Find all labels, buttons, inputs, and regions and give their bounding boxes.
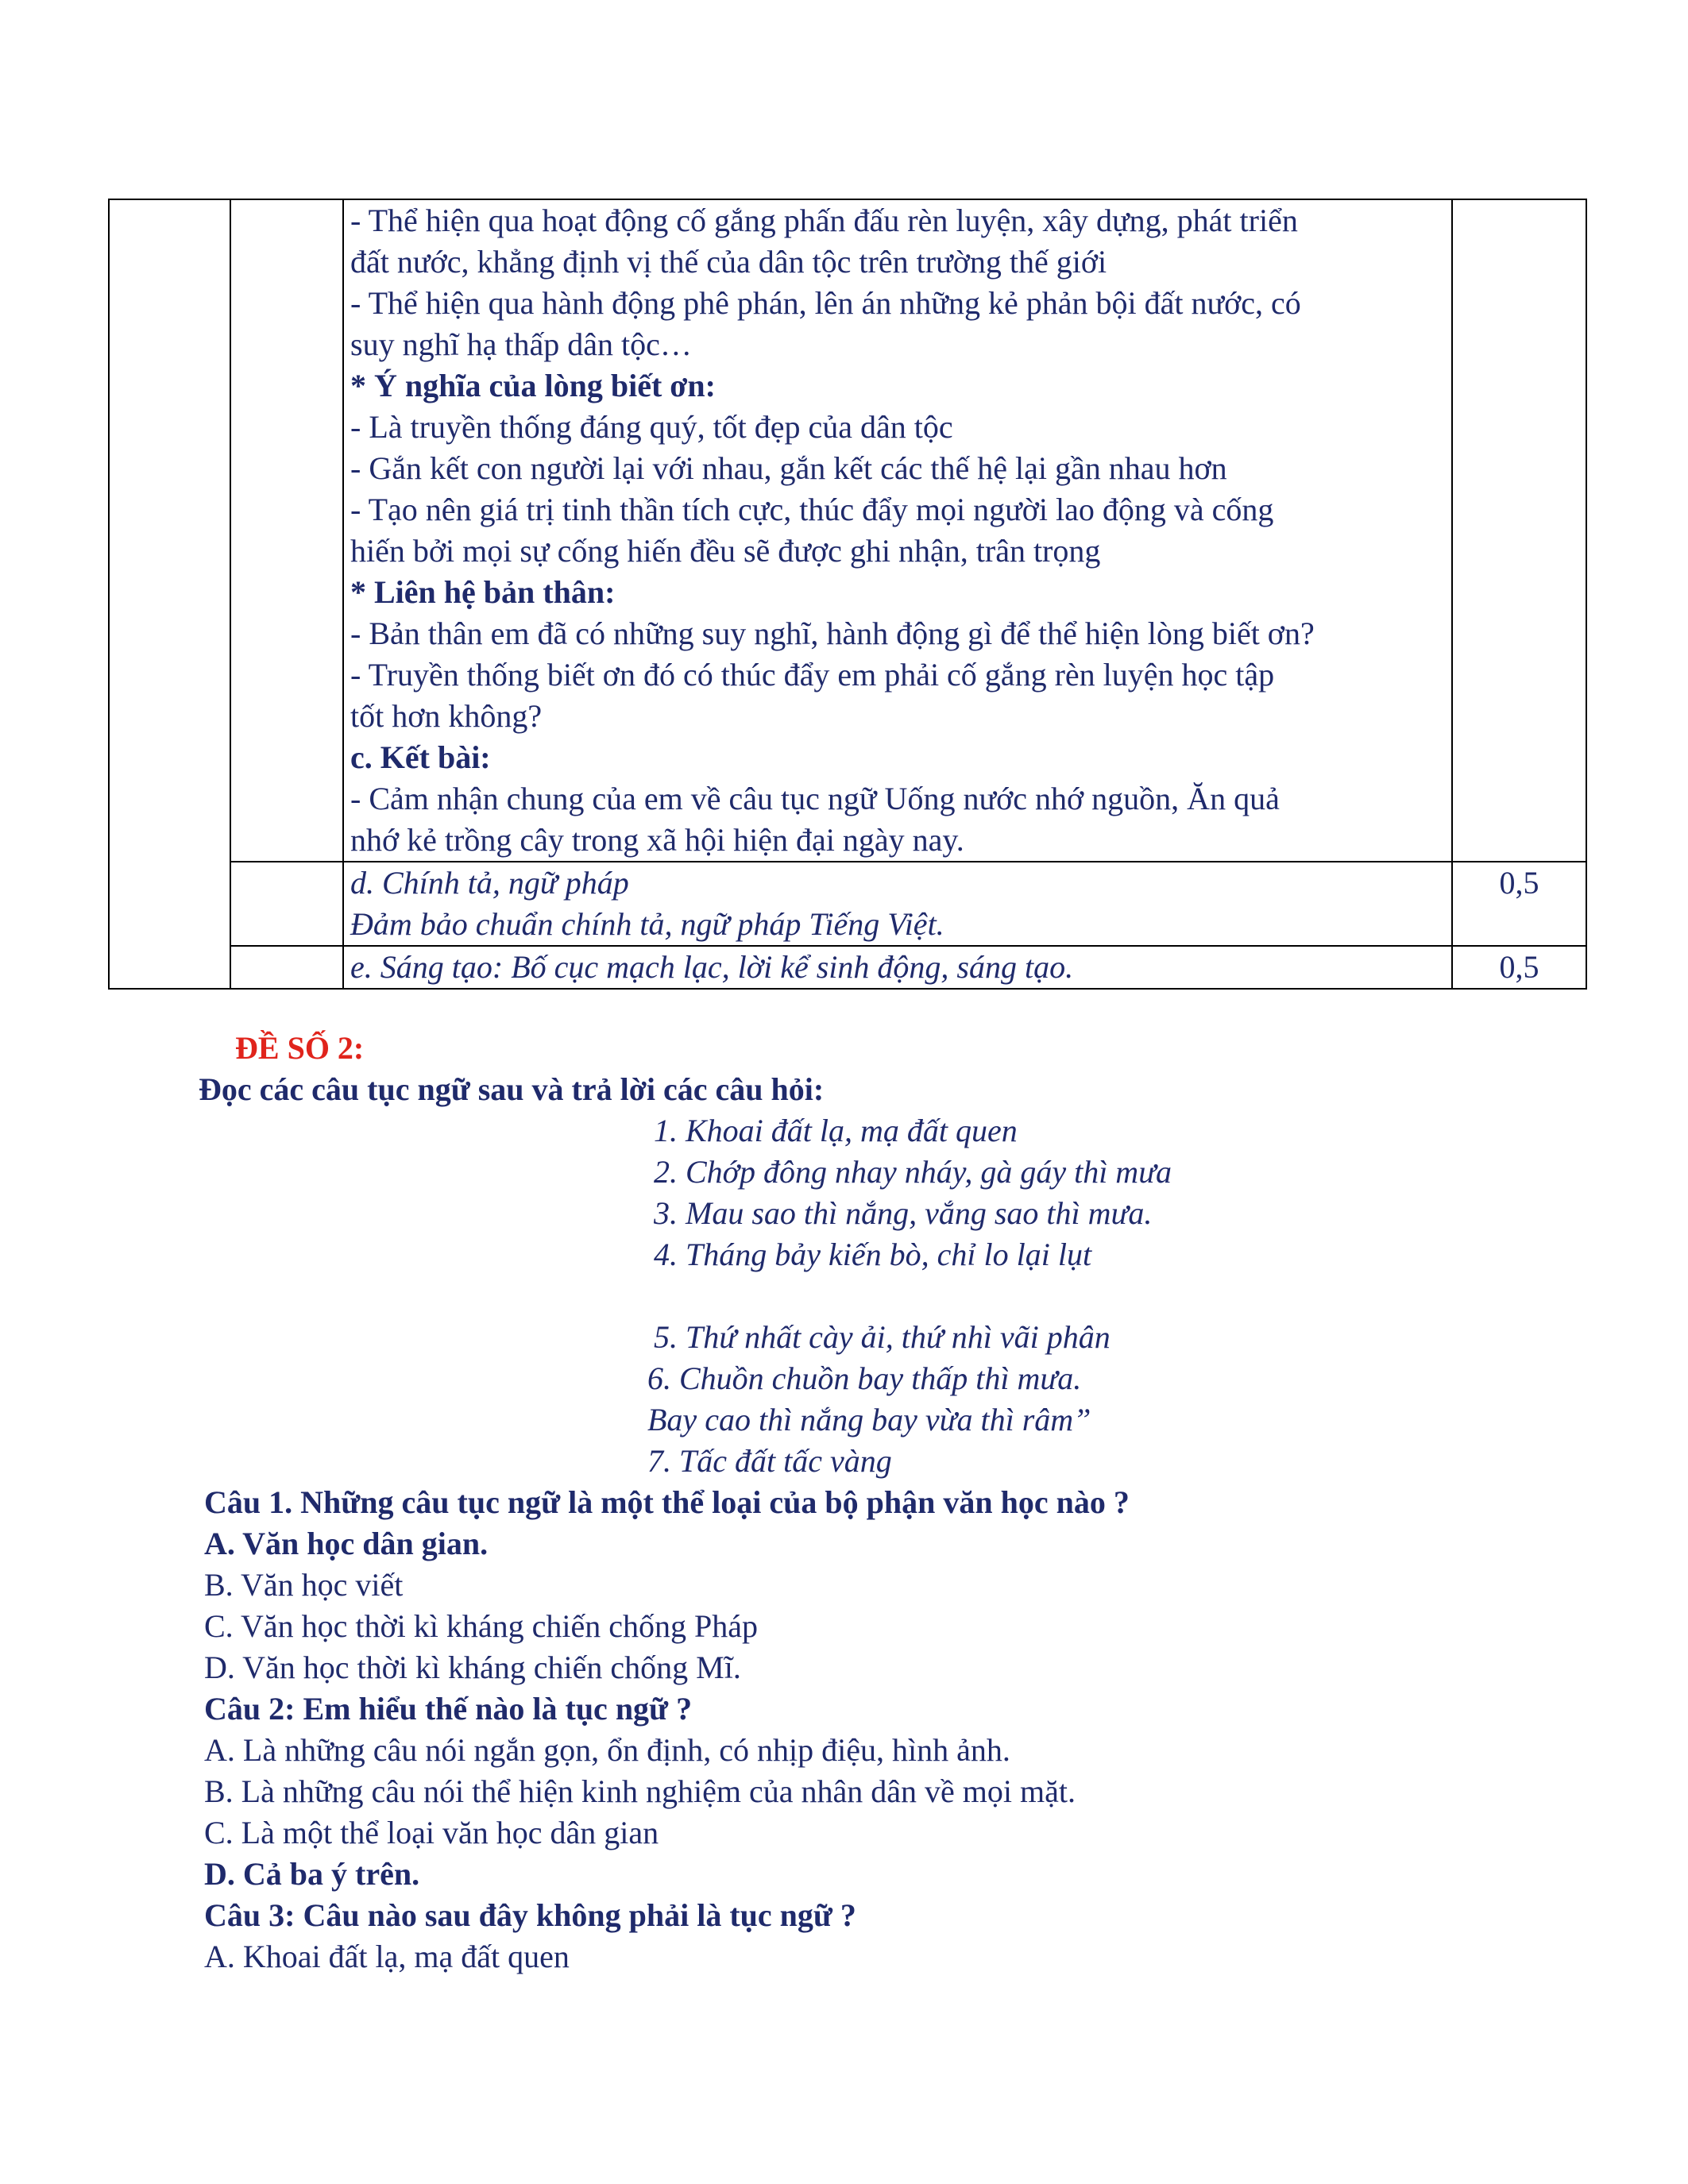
content-line: - Thể hiện qua hoạt động cố gắng phấn đấu rèn luyện, xây dựng, phát triển <box>350 203 1298 238</box>
table-row-e <box>109 946 1586 989</box>
question-2: Câu 2: Em hiểu thế nào là tục ngữ ? <box>204 1691 693 1727</box>
content-line: nhớ kẻ trồng cây trong xã hội hiện đại ngày nay. <box>350 822 964 858</box>
proverb-item: 5. Thứ nhất cày ải, thứ nhì vãi phân <box>654 1319 1111 1355</box>
proverb-item: 7. Tấc đất tấc vàng <box>647 1443 892 1479</box>
proverb-item: Bay cao thì nắng bay vừa thì râm” <box>647 1402 1091 1437</box>
table-cell-empty-2 <box>230 199 343 862</box>
proverb-item: 6. Chuồn chuồn bay thấp thì mưa. <box>647 1360 1082 1396</box>
table-row-main <box>109 199 1586 862</box>
table-cell-empty-3 <box>230 862 343 946</box>
content-line: - Là truyền thống đáng quý, tốt đẹp của dân tộc <box>350 409 953 445</box>
table-cell-empty-4 <box>230 946 343 989</box>
q3-answer-a: A. Khoai đất lạ, mạ đất quen <box>204 1939 570 1974</box>
q2-answer-a: A. Là những câu nói ngắn gọn, ổn định, có nhịp điệu, hình ảnh. <box>204 1732 1010 1768</box>
question-1: Câu 1. Những câu tục ngữ là một thể loại của bộ phận văn học nào ? <box>204 1484 1130 1520</box>
score-e: 0,5 <box>1452 946 1586 989</box>
question-3: Câu 3: Câu nào sau đây không phải là tục ngữ ? <box>204 1897 856 1933</box>
content-heading: c. Kết bài: <box>350 739 491 775</box>
content-line: hiến bởi mọi sự cống hiến đều sẽ được ghi nhận, trân trọng <box>350 533 1101 569</box>
criteria-e: e. Sáng tạo: Bố cục mạch lạc, lời kể sinh động, sáng tạo. <box>343 946 1452 989</box>
section-instruction: Đọc các câu tục ngữ sau và trả lời các câu hỏi: <box>199 1071 825 1107</box>
table-cell-empty-1 <box>109 199 230 989</box>
q1-answer-b: B. Văn học viết <box>204 1567 404 1603</box>
q2-answer-b: B. Là những câu nói thể hiện kinh nghiệm của nhân dân về mọi mặt. <box>204 1773 1076 1809</box>
score-d: 0,5 <box>1452 862 1586 946</box>
table-cell-content <box>343 199 1452 862</box>
proverb-item: 2. Chớp đông nhay nháy, gà gáy thì mưa <box>654 1154 1172 1190</box>
criteria-d-title: d. Chính tả, ngữ pháp <box>350 865 629 901</box>
content-line: suy nghĩ hạ thấp dân tộc… <box>350 326 692 362</box>
content-heading: * Ý nghĩa của lòng biết ơn: <box>350 368 716 403</box>
table-cell-score-empty <box>1452 199 1586 862</box>
content-heading: * Liên hệ bản thân: <box>350 574 616 610</box>
content-line: - Thể hiện qua hành động phê phán, lên án những kẻ phản bội đất nước, có <box>350 285 1301 321</box>
q1-answer-a: A. Văn học dân gian. <box>204 1526 489 1561</box>
proverb-item: 3. Mau sao thì nắng, vắng sao thì mưa. <box>654 1195 1153 1231</box>
grading-table <box>108 199 1587 990</box>
content-line: đất nước, khẳng định vị thế của dân tộc trên trường thế giới <box>350 244 1107 280</box>
q2-answer-d: D. Cả ba ý trên. <box>204 1856 420 1892</box>
q1-answer-d: D. Văn học thời kì kháng chiến chống Mĩ. <box>204 1650 741 1685</box>
content-line: - Gắn kết con người lại với nhau, gắn kết các thế hệ lại gần nhau hơn <box>350 450 1227 486</box>
q1-answer-c: C. Văn học thời kì kháng chiến chống Pháp <box>204 1608 758 1644</box>
content-line: tốt hơn không? <box>350 698 543 734</box>
table-cell-criteria-d <box>343 862 1452 946</box>
content-line: - Cảm nhận chung của em về câu tục ngữ Uống nước nhớ nguồn, Ăn quả <box>350 781 1280 816</box>
section-title: ĐỀ SỐ 2: <box>235 1030 365 1066</box>
content-line: - Truyền thống biết ơn đó có thúc đẩy em phải cố gắng rèn luyện học tập <box>350 657 1275 693</box>
proverb-item: 4. Tháng bảy kiến bò, chỉ lo lại lụt <box>654 1237 1092 1272</box>
criteria-d-desc: Đảm bảo chuẩn chính tả, ngữ pháp Tiếng Việt. <box>350 906 944 942</box>
content-line: - Tạo nên giá trị tinh thần tích cực, thúc đẩy mọi người lao động và cống <box>350 492 1274 527</box>
table-row-d <box>109 862 1586 946</box>
proverb-item: 1. Khoai đất lạ, mạ đất quen <box>654 1113 1018 1148</box>
content-line: - Bản thân em đã có những suy nghĩ, hành động gì để thể hiện lòng biết ơn? <box>350 615 1315 651</box>
q2-answer-c: C. Là một thể loại văn học dân gian <box>204 1815 659 1850</box>
